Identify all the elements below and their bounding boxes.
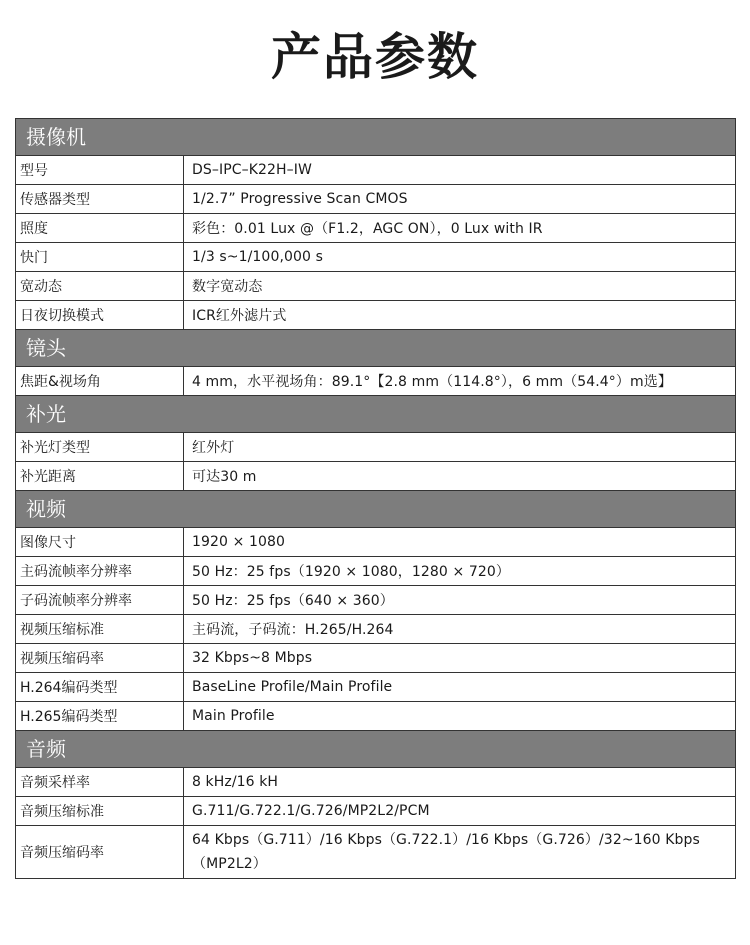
spec-value: 1920 × 1080 [192, 534, 285, 550]
spec-value: 彩色：0.01 Lux @（F1.2，AGC ON），0 Lux with IR [192, 221, 543, 237]
spec-row-illumination [16, 214, 735, 243]
spec-table [15, 118, 736, 879]
spec-value: 1/2.7” Progressive Scan CMOS [192, 191, 408, 207]
spec-value: 主码流，子码流：H.265/H.264 [192, 622, 394, 638]
spec-row-image-size [16, 528, 735, 557]
spec-label: H.265编码类型 [16, 702, 184, 730]
spec-value: 数字宽动态 [192, 279, 263, 295]
spec-row-light-type [16, 433, 735, 462]
spec-row-video-compression [16, 615, 735, 644]
spec-label: 视频压缩码率 [16, 644, 184, 672]
spec-row-h265-profile [16, 702, 735, 731]
spec-value: 32 Kbps~8 Mbps [192, 650, 313, 666]
spec-value: 64 Kbps（G.711）/16 Kbps（G.722.1）/16 Kbps（G.726）/32~160 Kbps（MP2L2） [192, 832, 700, 872]
spec-label: 音频采样率 [16, 768, 184, 796]
spec-value: 50 Hz：25 fps（1920 × 1080，1280 × 720） [192, 564, 510, 580]
spec-label: 视频压缩标准 [16, 615, 184, 643]
spec-label: 子码流帧率分辨率 [16, 586, 184, 614]
section-header-illuminator: 补光 [16, 396, 735, 433]
section-header-video: 视频 [16, 491, 735, 528]
spec-label: 主码流帧率分辨率 [16, 557, 184, 585]
spec-row-wdr [16, 272, 735, 301]
spec-label: 音频压缩码率 [16, 826, 184, 878]
spec-row-audio-bitrate [16, 826, 735, 878]
spec-label: 补光灯类型 [16, 433, 184, 461]
spec-row-audio-sampling [16, 768, 735, 797]
spec-row-audio-compression [16, 797, 735, 826]
spec-value: 4 mm，水平视场角：89.1°【2.8 mm（114.8°），6 mm（54.4°）m选】 [192, 374, 672, 390]
spec-value: 1/3 s~1/100,000 s [192, 249, 323, 265]
spec-row-day-night [16, 301, 735, 330]
spec-label: 音频压缩标准 [16, 797, 184, 825]
spec-row-main-stream [16, 557, 735, 586]
spec-value: DS–IPC–K22H–IW [192, 162, 312, 178]
spec-row-model [16, 156, 735, 185]
section-header-lens: 镜头 [16, 330, 735, 367]
spec-label: 照度 [16, 214, 184, 242]
spec-label: 补光距离 [16, 462, 184, 490]
spec-value: 50 Hz：25 fps（640 × 360） [192, 593, 394, 609]
spec-row-focal-length [16, 367, 735, 396]
spec-label: 传感器类型 [16, 185, 184, 213]
spec-label: 快门 [16, 243, 184, 271]
spec-value: ICR红外滤片式 [192, 308, 287, 324]
section-header-camera: 摄像机 [16, 119, 735, 156]
spec-value: BaseLine Profile/Main Profile [192, 679, 393, 695]
spec-row-light-distance [16, 462, 735, 491]
spec-value: Main Profile [192, 708, 275, 724]
spec-label: 日夜切换模式 [16, 301, 184, 329]
spec-row-h264-profile [16, 673, 735, 702]
page-title: 产品参数 [271, 27, 479, 86]
spec-label: 型号 [16, 156, 184, 184]
spec-value: 红外灯 [192, 440, 235, 456]
spec-value: G.711/G.722.1/G.726/MP2L2/PCM [192, 803, 430, 819]
spec-row-video-bitrate [16, 644, 735, 673]
spec-label: 焦距&视场角 [16, 367, 184, 395]
spec-value: 8 kHz/16 kH [192, 774, 279, 790]
spec-row-sub-stream [16, 586, 735, 615]
spec-value: 可达30 m [192, 469, 257, 485]
spec-label: H.264编码类型 [16, 673, 184, 701]
spec-label: 图像尺寸 [16, 528, 184, 556]
spec-label: 宽动态 [16, 272, 184, 300]
spec-row-sensor-type [16, 185, 735, 214]
spec-row-shutter [16, 243, 735, 272]
section-header-audio: 音频 [16, 731, 735, 768]
